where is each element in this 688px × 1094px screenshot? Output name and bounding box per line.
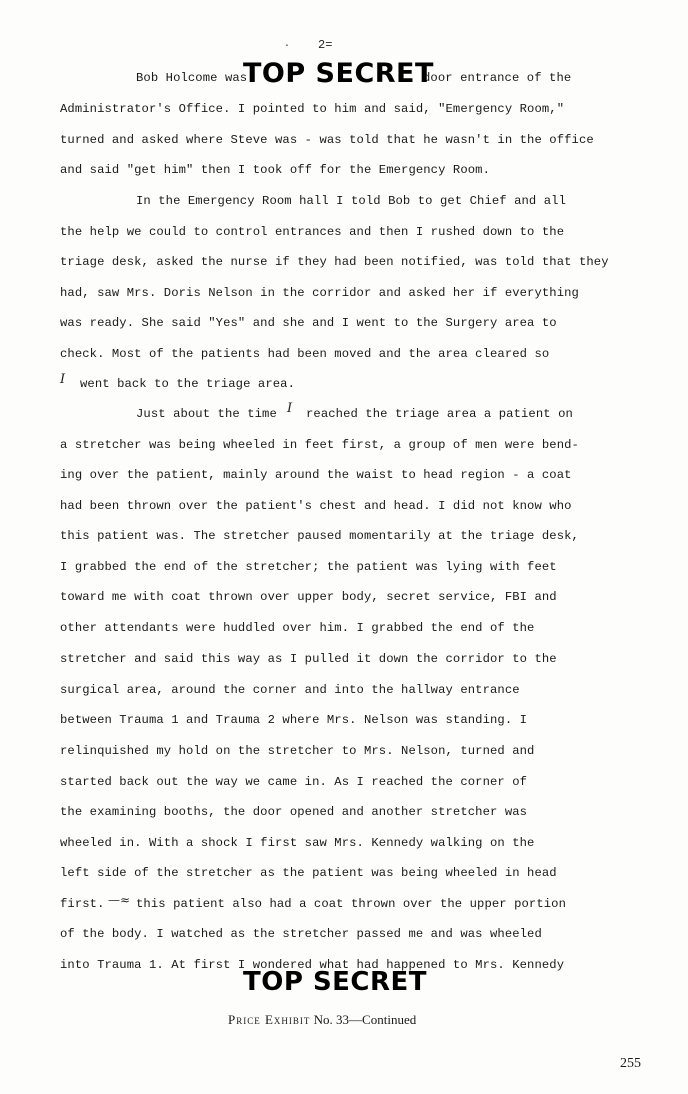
text-line-30: into Trauma 1. At first I wondered what had happened to Mrs. Kennedy — [60, 958, 565, 972]
text-line-7: triage desk, asked the nurse if they had been notified, was told that they — [60, 255, 609, 269]
text-line-8: had, saw Mrs. Doris Nelson in the corridor and asked her if everything — [60, 286, 579, 300]
text-line-12b: reached the triage area a patient on — [306, 407, 573, 421]
top-secret-stamp-top: TOP SECRET — [243, 58, 434, 89]
text-line-18: toward me with coat thrown over upper body, secret service, FBI and — [60, 590, 557, 604]
text-line-1b: door entrance of the — [423, 71, 572, 85]
top-page-number: 2= — [318, 38, 333, 52]
text-line-21: surgical area, around the corner and into the hallway entrance — [60, 683, 520, 697]
text-line-24: started back out the way we came in. As I reached the corner of — [60, 775, 528, 789]
margin-tick-mark: · — [284, 41, 291, 52]
exhibit-caption — [228, 1012, 416, 1028]
text-line-1a: Bob Holcome was — [136, 71, 248, 85]
text-line-12a: Just about the time — [136, 407, 277, 421]
text-line-5: In the Emergency Room hall I told Bob to get Chief and all — [136, 194, 566, 208]
exhibit-caption-rest: No. 33—Continued — [313, 1012, 417, 1027]
text-line-10: check. Most of the patients had been moved and the area cleared so — [60, 347, 550, 361]
text-line-15: had been thrown over the patient's chest and head. I did not know who — [60, 499, 572, 513]
text-line-26: wheeled in. With a shock I first saw Mrs. Kennedy walking on the — [60, 836, 535, 850]
handwritten-correction-i: I — [60, 372, 66, 387]
text-line-4: and said "get him" then I took off for the Emergency Room. — [60, 163, 490, 177]
text-line-28a: first. — [60, 897, 105, 911]
text-line-28b: this patient also had a coat thrown over the upper portion — [136, 897, 566, 911]
exhibit-caption-prefix: Price Exhibit — [228, 1012, 311, 1027]
text-line-6: the help we could to control entrances and then I rushed down to the — [60, 225, 565, 239]
text-line-17: I grabbed the end of the stretcher; the patient was lying with feet — [60, 560, 557, 574]
text-line-11: went back to the triage area. — [80, 377, 295, 391]
text-line-29: of the body. I watched as the stretcher passed me and was wheeled — [60, 927, 542, 941]
top-secret-stamp-bottom: TOP SECRET — [243, 967, 428, 997]
page-folio-number: 255 — [620, 1056, 641, 1071]
text-line-13: a stretcher was being wheeled in feet first, a group of men were bend- — [60, 438, 579, 452]
text-line-19: other attendants were huddled over him. I grabbed the end of the — [60, 621, 535, 635]
text-line-23: relinquished my hold on the stretcher to Mrs. Nelson, turned and — [60, 744, 535, 758]
text-line-14: ing over the patient, mainly around the waist to head region - a coat — [60, 468, 572, 482]
text-line-2: Administrator's Office. I pointed to him and said, "Emergency Room," — [60, 102, 565, 116]
text-line-27: left side of the stretcher as the patient was being wheeled in head — [60, 866, 557, 880]
text-line-3: turned and asked where Steve was - was told that he wasn't in the office — [60, 133, 594, 147]
text-line-25: the examining booths, the door opened and another stretcher was — [60, 805, 528, 819]
text-line-9: was ready. She said "Yes" and she and I went to the Surgery area to — [60, 316, 557, 330]
text-line-16: this patient was. The stretcher paused momentarily at the triage desk, — [60, 529, 579, 543]
text-line-22: between Trauma 1 and Trauma 2 where Mrs. Nelson was standing. I — [60, 713, 528, 727]
handwritten-correction-i-2: I — [287, 401, 293, 416]
text-line-20: stretcher and said this way as I pulled it down the corridor to the — [60, 652, 557, 666]
handwritten-strikeout: —≈ — [108, 893, 131, 907]
